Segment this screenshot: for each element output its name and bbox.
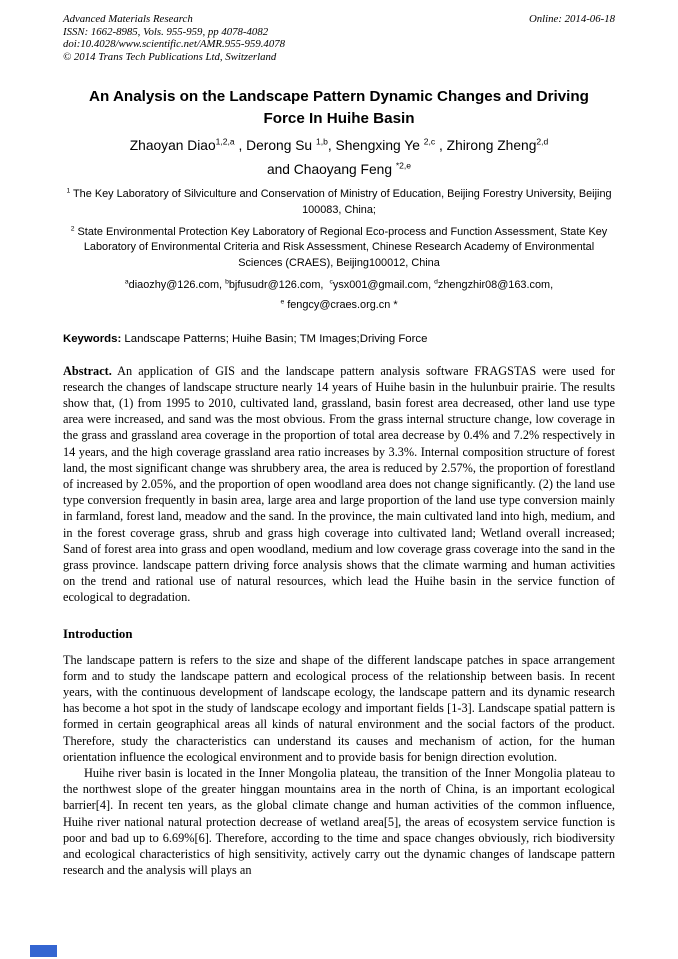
email-superscript: e — [280, 298, 285, 306]
keywords-label: Keywords: — [63, 332, 122, 345]
affiliation-superscript: 2 — [70, 224, 75, 232]
email-superscript: a — [124, 278, 129, 286]
author-superscript: 1,2,a — [215, 136, 235, 147]
page-content — [63, 0, 615, 878]
author-emails-continued — [63, 298, 615, 314]
affiliation-text: State Environmental Protection Key Laboratory of Regional Eco-process and Function Assessment, State Key Laboratory of Environmental Criteria and Risk Assessment, Chinese Research Academy of Environmental Sciences (CRAES), Beijing100012, China — [74, 225, 608, 269]
author-name: Zhirong Zheng — [446, 138, 537, 154]
keywords-line — [63, 332, 615, 347]
journal-doi-line: doi:10.4028/www.scientific.net/AMR.955-959.4078 — [63, 38, 286, 51]
email-address: zhengzhir08@163.com, — [437, 279, 554, 292]
affiliation-2 — [63, 225, 615, 272]
introduction-heading: Introduction — [63, 626, 133, 641]
journal-header — [63, 0, 615, 63]
online-date: Online: 2014-06-18 — [528, 13, 615, 25]
author-name: Derong Su — [246, 138, 316, 154]
affiliation-text: The Key Laboratory of Silviculture and Conservation of Ministry of Education, Beijing Forestry University, Beijing 100083, China; — [70, 188, 612, 216]
introduction-paragraph-1: The landscape pattern is refers to the size and shape of the different landscape patches in space arrangement form and to study the landscape pattern and ecological process of the relationship between basis. In recent years, with the continuous development of landscape ecology, the landscape pattern and its dynamic research has become a hot spot in the study of landscape ecology and important fields [1-3]. Landscape spatial pattern is formed in certain geographical areas all kinds of natural environment and the social factors of the product. Therefore, study the characteristics can understand its causes and mechanism of action, for the human orientation influence the ecological environment and to provide basis for benign direction evolution. — [63, 652, 615, 764]
email-address: fengcy@craes.org.cn * — [284, 298, 398, 311]
email-address: bjfusudr@126.com, — [228, 279, 330, 292]
email-address: ysx001@gmail.com, — [332, 279, 435, 292]
email-superscript: d — [434, 278, 438, 286]
abstract-paragraph — [63, 363, 615, 606]
author-emails — [63, 278, 615, 294]
affiliation-superscript: 1 — [66, 187, 71, 195]
journal-copyright-line: © 2014 Trans Tech Publications Ltd, Switzerland — [63, 50, 277, 63]
introduction-paragraph-2: Huihe river basin is located in the Inner Mongolia plateau, the transition of the Inner Mongolia plateau to the northwest slope of the greater hinggan mountains area in the north of China, is an important ecological barrier[4]. In recent ten years, as the global climate change and human activities of the common influence, Huihe river national natural protection decrease of wetland area[5], the areas of ecosystem service function is poor and bad up to 6.69%[6]. Therefore, according to the time and space changes obviously, rich biodiversity and ecological characteristics of high sensitivity, actively carry out the dynamic changes of landscape pattern research and the analysis will plays an — [63, 766, 615, 878]
author-superscript: 2,c — [423, 136, 436, 147]
paper-title-line2: Force In Huihe Basin — [263, 110, 415, 128]
journal-name: Advanced Materials Research — [63, 13, 193, 25]
abstract-text: An application of GIS and the landscape pattern analysis software FRAGSTAS were used for research the changes of landscape structure nearly 14 years of Huihe basin in the hulunbuir prairie. The results show that, (1) from 1995 to 2010, cultivated land, grassland, basin forest area decreased, other land use type area were increased, and sand was the most obvious. From the grass internal structure change, low coverage in the grass and grassland area coverage in the proportion of total area decrease by 0.4% and 7.2% respectively in 14 years, and the high coverage grassland area ratio increases by 3.3%. Internal composition structure of forest land, the most significant change was shrubbery area, the area is reduced by 2.57%, the proportion of forestland of increased by 2.05%, and the proportion of open woodland area does not change significantly. (2) the land use type conversion frequently in basin area, large area and large proportion of the land use type conversion mainly in farmland, forest land, meadow and the sand. In the province, the main cultivated land into high, medium, and in the forest coverage grass, shrub and grass high coverage into cultivated land; Wetland overall increased; Sand of forest area into grass and open woodland, medium and low coverage grass coverage into the sand in the grass province. landscape pattern driving force analysis shows that the climate warming and human activities on the trend and rational use of natural resources, which lead the Huihe basin in the service function of ecological to degradation. — [63, 363, 615, 605]
journal-header-left — [63, 13, 285, 63]
journal-issn-line: ISSN: 1662-8985, Vols. 955-959, pp 4078-4082 — [63, 25, 269, 38]
paper-title-line1: An Analysis on the Landscape Pattern Dynamic Changes and Driving — [89, 88, 589, 106]
keywords-text: Landscape Patterns; Huihe Basin; TM Images;Driving Force — [121, 332, 428, 345]
abstract-label: Abstract. — [63, 363, 112, 378]
paper-title — [63, 86, 615, 130]
email-superscript: c — [329, 278, 333, 286]
author-name: Shengxing Ye — [335, 138, 424, 154]
authors-line-continued — [63, 158, 615, 182]
author-superscript: *2,e — [395, 160, 412, 171]
author-superscript: 1,b — [315, 136, 328, 147]
affiliation-1 — [63, 187, 615, 218]
email-superscript: b — [225, 278, 229, 286]
author-name: and Chaoyang Feng — [266, 162, 396, 178]
author-separator: , — [327, 138, 336, 154]
page-corner-marker — [30, 945, 57, 957]
author-superscript: 2,d — [536, 136, 549, 147]
email-address: diaozhy@126.com, — [128, 279, 226, 292]
author-separator: , — [435, 138, 447, 154]
author-separator: , — [234, 138, 247, 154]
authors-line — [63, 134, 615, 158]
author-name: Zhaoyan Diao — [129, 138, 216, 154]
